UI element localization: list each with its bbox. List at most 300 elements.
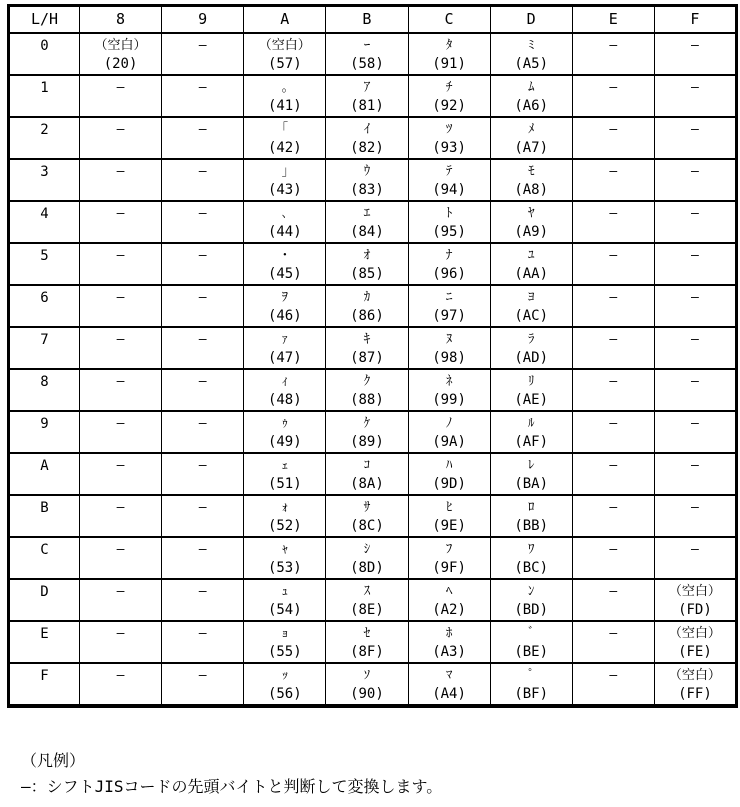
- cell-code: (45): [267, 266, 302, 282]
- cell-char: ﾂ: [445, 122, 453, 137]
- cell-code: (8F): [350, 644, 384, 660]
- cell-code: (9F): [432, 560, 466, 576]
- cell-code: (93): [432, 140, 466, 156]
- cell-code: (52): [267, 518, 302, 534]
- table-cell: [654, 201, 736, 243]
- cell-char: ﾊ: [445, 458, 453, 473]
- table-cell: [490, 201, 572, 243]
- col-header: B: [326, 6, 408, 34]
- col-header: 9: [162, 6, 244, 34]
- table-cell: [654, 369, 736, 411]
- cell-code: (9E): [432, 518, 466, 534]
- cell-code: (84): [350, 224, 384, 240]
- row-label: 7: [9, 327, 80, 369]
- row-label: 5: [9, 243, 80, 285]
- cell-code: (86): [350, 308, 384, 324]
- legend-line: —：シフトJISコードの先頭バイトと判断して変換します。: [21, 777, 443, 796]
- table-cell: [572, 495, 654, 537]
- table-cell: [244, 327, 326, 369]
- table-cell: [244, 33, 326, 75]
- cell-code: (43): [267, 182, 302, 198]
- cell-code: (AF): [514, 434, 549, 450]
- cell-char: —: [198, 668, 207, 683]
- cell-code: (42): [267, 140, 302, 156]
- cell-code: (44): [267, 224, 302, 240]
- cell-char: （空白）: [668, 626, 721, 641]
- cell-code: (82): [350, 140, 384, 156]
- cell-char: —: [609, 248, 618, 263]
- table-cell: [162, 663, 244, 706]
- cell-char: —: [691, 206, 699, 221]
- row-label: 4: [9, 201, 80, 243]
- cell-code: (AC): [514, 308, 549, 324]
- table-cell: [162, 285, 244, 327]
- table-cell: [408, 453, 490, 495]
- table-cell: [572, 159, 654, 201]
- cell-code: (99): [432, 392, 466, 408]
- table-cell: [408, 243, 490, 285]
- corner-header-label: L/H: [9, 6, 80, 34]
- cell-code: (BD): [514, 602, 549, 618]
- table-cell: [244, 663, 326, 706]
- table-row: [9, 453, 737, 495]
- cell-char: ﾚ: [527, 458, 535, 473]
- table-cell: [162, 369, 244, 411]
- cell-char: ﾄ: [445, 206, 453, 221]
- table-cell: [572, 453, 654, 495]
- table-cell: [408, 663, 490, 706]
- cell-code: (91): [432, 56, 466, 72]
- table-cell: [162, 495, 244, 537]
- cell-char: —: [609, 416, 618, 431]
- table-cell: [80, 579, 162, 621]
- cell-char: ｬ: [281, 542, 289, 557]
- cell-char: —: [609, 374, 618, 389]
- cell-char: —: [198, 458, 207, 473]
- table-cell: [244, 159, 326, 201]
- col-header: F: [654, 6, 736, 34]
- table-cell: [244, 75, 326, 117]
- cell-char: ｱ: [363, 80, 371, 95]
- table-row: [9, 537, 737, 579]
- cell-code: (9D): [432, 476, 466, 492]
- cell-char: ﾇ: [445, 332, 453, 347]
- cell-char: ｺ: [363, 458, 371, 473]
- table-cell: [326, 33, 408, 75]
- row-label: 3: [9, 159, 80, 201]
- cell-char: —: [116, 80, 125, 95]
- table-cell: [490, 453, 572, 495]
- table-row: [9, 411, 737, 453]
- cell-char: ｶ: [363, 290, 371, 305]
- table-cell: [408, 285, 490, 327]
- table-cell: [490, 327, 572, 369]
- table-cell: [244, 285, 326, 327]
- table-cell: [654, 243, 736, 285]
- cell-char: ﾞ: [527, 626, 535, 641]
- row-label: F: [9, 663, 80, 706]
- table-row: [9, 243, 737, 285]
- cell-char: —: [198, 332, 207, 347]
- cell-code: (96): [432, 266, 466, 282]
- col-header: A: [244, 6, 326, 34]
- table-cell: [80, 495, 162, 537]
- cell-char: —: [198, 206, 207, 221]
- cell-char: —: [116, 416, 125, 431]
- table-cell: [244, 621, 326, 663]
- table-cell: [490, 495, 572, 537]
- cell-char: ﾜ: [527, 542, 535, 557]
- cell-char: —: [116, 584, 125, 599]
- cell-code: (AE): [514, 392, 549, 408]
- table-cell: [572, 663, 654, 706]
- cell-char: ｩ: [281, 416, 289, 431]
- table-row: [9, 495, 737, 537]
- table-cell: [408, 579, 490, 621]
- cell-char: ｯ: [281, 668, 289, 683]
- table-cell: [572, 243, 654, 285]
- cell-char: ﾀ: [445, 38, 453, 53]
- table-cell: [654, 75, 736, 117]
- cell-char: —: [198, 38, 207, 53]
- cell-char: —: [116, 206, 125, 221]
- table-cell: [162, 33, 244, 75]
- table-cell: [80, 243, 162, 285]
- table-cell: [326, 537, 408, 579]
- cell-code: (BA): [514, 476, 549, 492]
- cell-char: —: [198, 542, 207, 557]
- table-cell: [572, 33, 654, 75]
- table-cell: [244, 243, 326, 285]
- cell-code: (FD): [678, 602, 712, 618]
- cell-char: —: [116, 668, 125, 683]
- cell-char: ﾕ: [527, 248, 535, 263]
- table-cell: [244, 201, 326, 243]
- table-cell: [244, 117, 326, 159]
- table-cell: [490, 285, 572, 327]
- cell-char: ｾ: [363, 626, 371, 641]
- table-cell: [572, 117, 654, 159]
- cell-char: —: [609, 80, 618, 95]
- cell-char: ﾒ: [527, 122, 535, 137]
- table-cell: [654, 453, 736, 495]
- table-cell: [572, 621, 654, 663]
- cell-char: —: [609, 500, 618, 515]
- cell-code: (20): [103, 56, 138, 72]
- cell-char: ﾈ: [445, 374, 453, 389]
- table-cell: [80, 327, 162, 369]
- cell-char: ﾛ: [527, 500, 535, 515]
- table-cell: [80, 75, 162, 117]
- cell-char: ﾁ: [445, 80, 453, 95]
- table-cell: [80, 285, 162, 327]
- cell-char: —: [691, 38, 699, 53]
- cell-char: —: [691, 80, 699, 95]
- cell-char: ｭ: [281, 584, 289, 599]
- table-cell: [490, 369, 572, 411]
- cell-char: ｷ: [363, 332, 371, 347]
- cell-char: —: [198, 122, 207, 137]
- cell-code: (A8): [514, 182, 549, 198]
- cell-char: —: [609, 122, 618, 137]
- cell-code: (BE): [514, 644, 549, 660]
- cell-char: ﾔ: [527, 206, 535, 221]
- cell-char: —: [116, 458, 125, 473]
- table-cell: [326, 117, 408, 159]
- table-cell: [326, 411, 408, 453]
- cell-char: ﾝ: [527, 584, 535, 599]
- cell-char: ﾉ: [445, 416, 453, 431]
- cell-char: ﾘ: [527, 374, 535, 389]
- cell-code: (A5): [514, 56, 549, 72]
- table-cell: [244, 411, 326, 453]
- table-cell: [244, 537, 326, 579]
- table-cell: [408, 117, 490, 159]
- table-cell: [572, 285, 654, 327]
- cell-char: ｢: [281, 122, 289, 137]
- cell-char: （空白）: [668, 668, 721, 683]
- cell-char: —: [609, 626, 618, 641]
- cell-char: ｫ: [281, 500, 289, 515]
- cell-char: —: [609, 542, 618, 557]
- cell-char: —: [198, 626, 207, 641]
- table-cell: [572, 201, 654, 243]
- table-cell: [490, 159, 572, 201]
- row-label: C: [9, 537, 80, 579]
- table-cell: [408, 201, 490, 243]
- table-cell: [654, 537, 736, 579]
- table-cell: [408, 369, 490, 411]
- cell-char: ﾌ: [445, 542, 453, 557]
- table-cell: [162, 621, 244, 663]
- table-cell: [80, 663, 162, 706]
- table-cell: [326, 453, 408, 495]
- cell-code: (AA): [514, 266, 549, 282]
- table-cell: [244, 369, 326, 411]
- table-cell: [408, 327, 490, 369]
- cell-code: (BC): [514, 560, 549, 576]
- cell-code: (83): [350, 182, 384, 198]
- cell-char: ﾃ: [445, 164, 453, 179]
- table-cell: [572, 369, 654, 411]
- row-label: 0: [9, 33, 80, 75]
- cell-char: —: [609, 332, 618, 347]
- table-cell: [490, 537, 572, 579]
- cell-code: (56): [267, 686, 302, 702]
- cell-code: (AD): [514, 350, 549, 366]
- legend-block: [21, 748, 442, 800]
- cell-char: ｡: [281, 80, 289, 95]
- cell-char: ｦ: [281, 290, 289, 305]
- row-label: 1: [9, 75, 80, 117]
- row-label: B: [9, 495, 80, 537]
- cell-code: (88): [350, 392, 384, 408]
- cell-char: ｹ: [363, 416, 371, 431]
- cell-char: ｵ: [363, 248, 371, 263]
- table-cell: [80, 621, 162, 663]
- table-row: [9, 285, 737, 327]
- table-cell: [654, 159, 736, 201]
- table-cell: [326, 495, 408, 537]
- cell-code: (A2): [432, 602, 466, 618]
- cell-char: ﾏ: [445, 668, 453, 683]
- cell-char: —: [116, 332, 125, 347]
- table-cell: [490, 663, 572, 706]
- table-cell: [654, 411, 736, 453]
- table-cell: [408, 495, 490, 537]
- table-cell: [326, 579, 408, 621]
- cell-char: ｲ: [363, 122, 371, 137]
- table-cell: [490, 117, 572, 159]
- cell-char: —: [691, 458, 699, 473]
- header-row: [9, 6, 737, 34]
- cell-char: ﾗ: [527, 332, 535, 347]
- cell-char: —: [116, 500, 125, 515]
- cell-char: ﾐ: [527, 38, 535, 53]
- table-cell: [408, 411, 490, 453]
- table-cell: [80, 117, 162, 159]
- table-row: [9, 117, 737, 159]
- cell-char: —: [691, 542, 699, 557]
- cell-char: ｼ: [363, 542, 371, 557]
- cell-code: (46): [267, 308, 302, 324]
- col-header: 8: [80, 6, 162, 34]
- cell-char: —: [116, 122, 125, 137]
- table-cell: [326, 201, 408, 243]
- cell-code: (8C): [350, 518, 384, 534]
- col-header: C: [408, 6, 490, 34]
- table-cell: [162, 327, 244, 369]
- table-cell: [572, 327, 654, 369]
- table-row: [9, 327, 737, 369]
- cell-char: （空白）: [258, 38, 311, 53]
- table-row: [9, 663, 737, 706]
- cell-char: —: [609, 584, 618, 599]
- cell-code: (92): [432, 98, 466, 114]
- table-cell: [572, 537, 654, 579]
- cell-char: ﾙ: [527, 416, 535, 431]
- cell-code: (8A): [350, 476, 384, 492]
- row-label: 2: [9, 117, 80, 159]
- cell-char: ､: [281, 206, 289, 221]
- table-cell: [162, 117, 244, 159]
- cell-code: (8E): [350, 602, 384, 618]
- cell-code: (A7): [514, 140, 549, 156]
- cell-code: (98): [432, 350, 466, 366]
- cell-code: (FF): [678, 686, 712, 702]
- cell-char: —: [609, 38, 618, 53]
- cell-char: —: [198, 248, 207, 263]
- table-cell: [326, 285, 408, 327]
- cell-char: —: [198, 500, 207, 515]
- table-cell: [654, 663, 736, 706]
- table-cell: [244, 453, 326, 495]
- cell-char: —: [691, 500, 699, 515]
- table-cell: [162, 75, 244, 117]
- cell-char: ﾓ: [527, 164, 535, 179]
- cell-char: ﾎ: [445, 626, 453, 641]
- cell-char: ｽ: [363, 584, 371, 599]
- cell-char: ｨ: [281, 374, 289, 389]
- row-label: E: [9, 621, 80, 663]
- table-cell: [162, 411, 244, 453]
- cell-code: (94): [432, 182, 466, 198]
- cell-char: ﾆ: [445, 290, 453, 305]
- col-header: D: [490, 6, 572, 34]
- cell-char: ﾖ: [527, 290, 535, 305]
- table-cell: [654, 579, 736, 621]
- cell-code: (47): [267, 350, 302, 366]
- cell-code: (A9): [514, 224, 549, 240]
- table-cell: [654, 117, 736, 159]
- cell-char: （空白）: [668, 584, 721, 599]
- table-cell: [408, 75, 490, 117]
- row-label: D: [9, 579, 80, 621]
- cell-char: —: [116, 248, 125, 263]
- cell-char: —: [609, 668, 618, 683]
- cell-char: ﾑ: [527, 80, 535, 95]
- table-cell: [244, 495, 326, 537]
- table-cell: [80, 33, 162, 75]
- table-cell: [162, 243, 244, 285]
- row-label: 6: [9, 285, 80, 327]
- cell-char: —: [198, 374, 207, 389]
- row-label: 8: [9, 369, 80, 411]
- cell-code: (51): [267, 476, 302, 492]
- table-cell: [80, 201, 162, 243]
- table-cell: [162, 537, 244, 579]
- cell-char: —: [198, 80, 207, 95]
- cell-code: (49): [267, 434, 302, 450]
- table-cell: [572, 579, 654, 621]
- cell-code: (BF): [514, 686, 549, 702]
- cell-char: —: [609, 290, 618, 305]
- cell-char: —: [116, 290, 125, 305]
- table-cell: [80, 159, 162, 201]
- cell-char: ｰ: [363, 38, 371, 53]
- cell-char: ｴ: [363, 206, 371, 221]
- table-cell: [162, 159, 244, 201]
- cell-code: (A4): [432, 686, 466, 702]
- table-cell: [326, 75, 408, 117]
- cell-code: (87): [350, 350, 384, 366]
- table-cell: [80, 453, 162, 495]
- table-cell: [490, 579, 572, 621]
- table-cell: [408, 33, 490, 75]
- table-cell: [326, 243, 408, 285]
- table-row: [9, 201, 737, 243]
- cell-code: (95): [432, 224, 466, 240]
- cell-char: ﾋ: [445, 500, 453, 515]
- table-cell: [326, 327, 408, 369]
- table-cell: [326, 369, 408, 411]
- table-cell: [326, 621, 408, 663]
- cell-char: ｣: [281, 164, 289, 179]
- table-cell: [80, 411, 162, 453]
- cell-char: ﾟ: [527, 668, 535, 683]
- cell-char: —: [116, 164, 125, 179]
- cell-code: (58): [350, 56, 384, 72]
- cell-char: —: [691, 332, 699, 347]
- cell-char: —: [198, 584, 207, 599]
- table-row: [9, 369, 737, 411]
- table-cell: [654, 33, 736, 75]
- table-cell: [326, 159, 408, 201]
- cell-code: (97): [432, 308, 466, 324]
- cell-char: —: [691, 374, 699, 389]
- row-label: A: [9, 453, 80, 495]
- cell-char: ｻ: [363, 500, 371, 515]
